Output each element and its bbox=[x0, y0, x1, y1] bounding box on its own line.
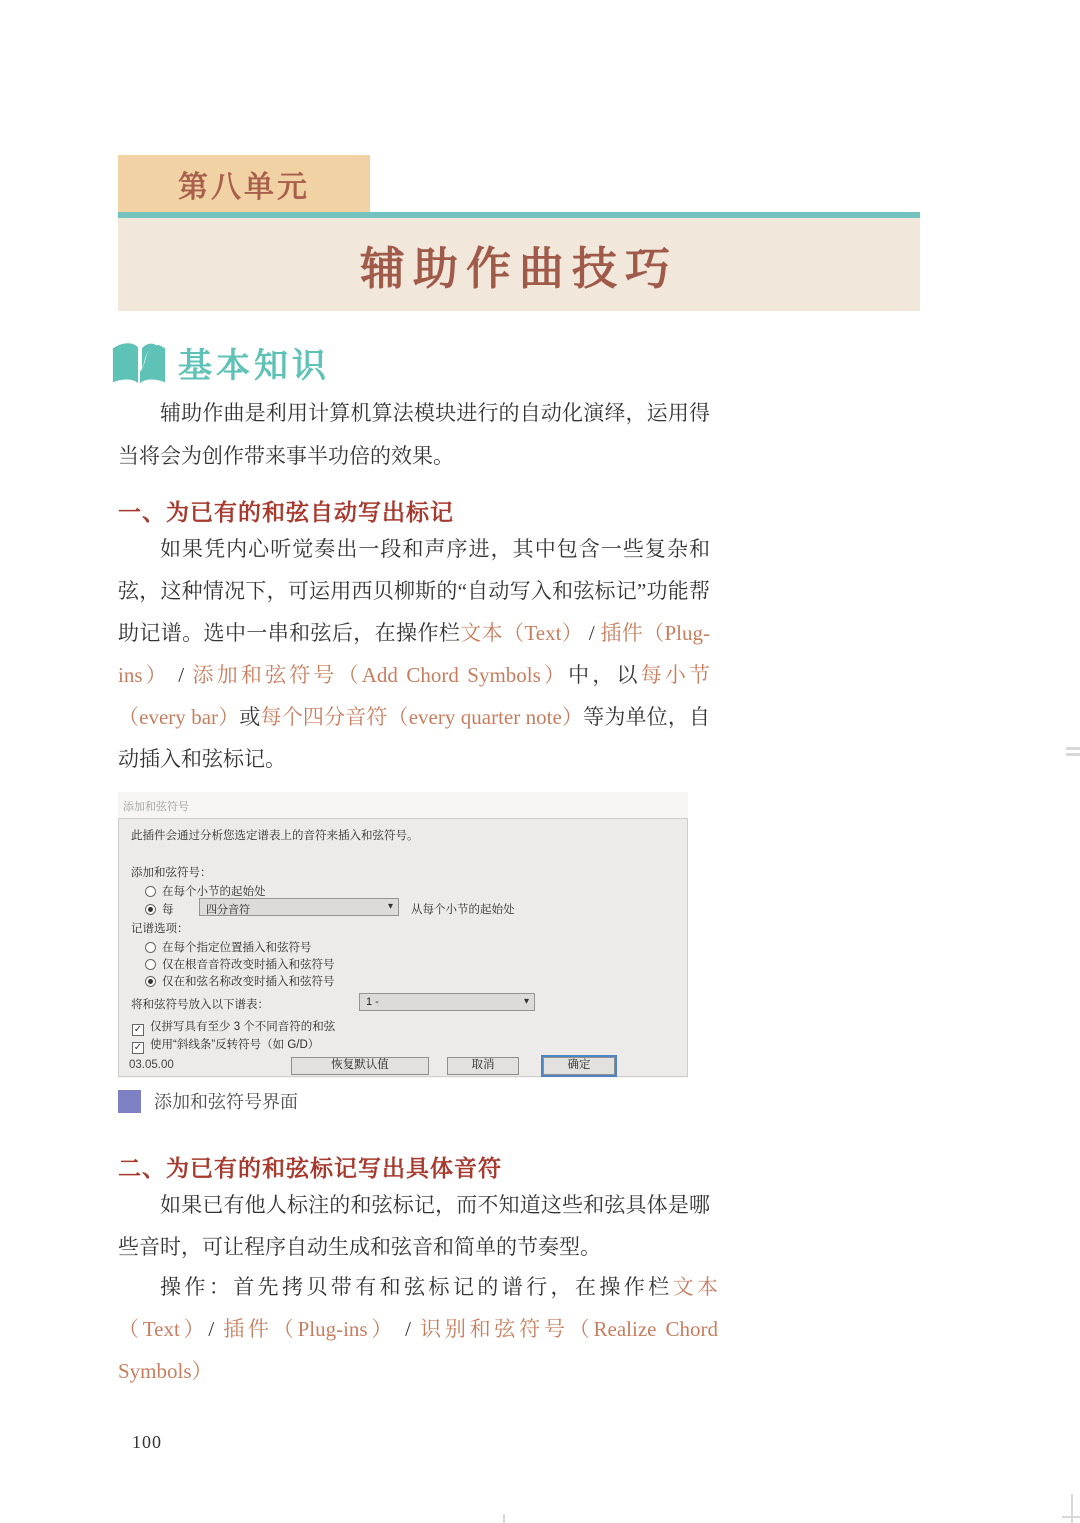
scan-artifact bbox=[1066, 753, 1080, 756]
scan-artifact bbox=[1071, 1494, 1073, 1523]
checkbox-slash-label: 使用“斜线条”反转符号（如 G/D） bbox=[150, 1039, 320, 1051]
unit-dropdown[interactable]: 四分音符 ▾ bbox=[199, 898, 399, 916]
section2-paragraph1: 如果已有他人标注的和弦标记，而不知道这些和弦具体是哪些音时，可让程序自动生成和弦音和简单的节奏型。 bbox=[118, 1193, 710, 1259]
checkbox-min-notes-label: 仅拼写具有至少 3 个不同音符的和弦 bbox=[150, 1021, 336, 1033]
radio-name-change[interactable] bbox=[145, 973, 335, 989]
notation-group-label: 记谱选项： bbox=[131, 923, 189, 935]
version-text: 03.05.00 bbox=[129, 1059, 174, 1071]
staff-dropdown[interactable]: 1 - ▾ bbox=[359, 993, 535, 1011]
radio-every-bar[interactable] bbox=[145, 883, 266, 899]
scan-artifact bbox=[503, 1514, 505, 1523]
radio-every-bar-label: 在每个小节的起始处 bbox=[162, 886, 266, 898]
checkbox-checked-icon[interactable]: ✓ bbox=[133, 1024, 143, 1035]
page-number: 100 bbox=[132, 1432, 162, 1452]
radio-selected-icon[interactable] bbox=[145, 976, 156, 987]
radio-circle-icon[interactable] bbox=[145, 886, 156, 897]
open-book-icon bbox=[110, 333, 168, 391]
radio-root-change-label: 仅在根音音符改变时插入和弦符号 bbox=[162, 959, 335, 971]
after-dropdown-label: 从每个小节的起始处 bbox=[411, 904, 515, 916]
knowledge-header-label: 基本知识 bbox=[178, 346, 330, 385]
cancel-button[interactable]: 取消 bbox=[447, 1057, 519, 1075]
page-title: 辅助作曲技巧 bbox=[118, 218, 920, 311]
radio-every-label: 每 bbox=[162, 904, 174, 916]
checkbox-checked-icon[interactable]: ✓ bbox=[133, 1042, 143, 1053]
unit-label: 第八单元 bbox=[118, 155, 370, 212]
restore-defaults-button[interactable]: 恢复默认值 bbox=[291, 1057, 429, 1075]
caption-marker-square bbox=[118, 1090, 141, 1113]
section2-heading: 二、为已有的和弦标记写出具体音符 bbox=[118, 1156, 502, 1181]
section1-heading: 一、为已有的和弦自动写出标记 bbox=[118, 500, 454, 525]
dialog-description: 此插件会通过分析您选定谱表上的音符来插入和弦符号。 bbox=[131, 830, 419, 842]
knowledge-header bbox=[110, 333, 330, 391]
add-chord-group-label: 添加和弦符号： bbox=[131, 867, 212, 879]
radio-circle-icon[interactable] bbox=[145, 942, 156, 953]
radio-name-change-label: 仅在和弦名称改变时插入和弦符号 bbox=[162, 976, 335, 988]
radio-selected-icon[interactable] bbox=[145, 904, 156, 915]
checkbox-min-notes[interactable] bbox=[132, 1018, 335, 1036]
figure-caption bbox=[118, 1088, 298, 1114]
caption-text: 添加和弦符号界面 bbox=[154, 1092, 298, 1112]
dialog-window-title: 添加和弦符号 bbox=[123, 801, 189, 813]
section1-paragraph: 如果凭内心听觉奏出一段和声序进，其中包含一些复杂和弦，这种情况下，可运用西贝柳斯的“自动写入和弦标记”功能帮助记谱。选中一串和弦后，在操作栏文本（Text） / 插件（Plug-ins） / 添加和弦符号（Add Chord Symbols）中，以每小节（every bar）或每个四分音符（every quarter note）等为单位，自动插入和弦标记。 bbox=[118, 537, 711, 771]
ok-button[interactable]: 确定 bbox=[543, 1057, 615, 1075]
scan-artifact bbox=[1066, 747, 1080, 750]
section2-paragraph2: 操作：首先拷贝带有和弦标记的谱行，在操作栏文本（Text）/ 插件（Plug-ins） / 识别和弦符号（Realize Chord Symbols） bbox=[118, 1275, 719, 1383]
staff-label: 将和弦符号放入以下谱表： bbox=[131, 999, 269, 1011]
radio-every[interactable] bbox=[145, 901, 174, 917]
radio-each-position-label: 在每个指定位置插入和弦符号 bbox=[162, 942, 312, 954]
intro-paragraph: 辅助作曲是利用计算机算法模块进行的自动化演绎，运用得当将会为创作带来事半功倍的效果。 bbox=[118, 401, 710, 468]
dialog-panel bbox=[118, 818, 688, 1077]
dialog-screenshot bbox=[118, 792, 688, 1078]
checkbox-slash[interactable] bbox=[132, 1036, 319, 1054]
radio-root-change[interactable] bbox=[145, 956, 335, 972]
radio-each-position[interactable] bbox=[145, 939, 312, 955]
scan-artifact bbox=[1062, 1516, 1080, 1518]
radio-circle-icon[interactable] bbox=[145, 959, 156, 970]
